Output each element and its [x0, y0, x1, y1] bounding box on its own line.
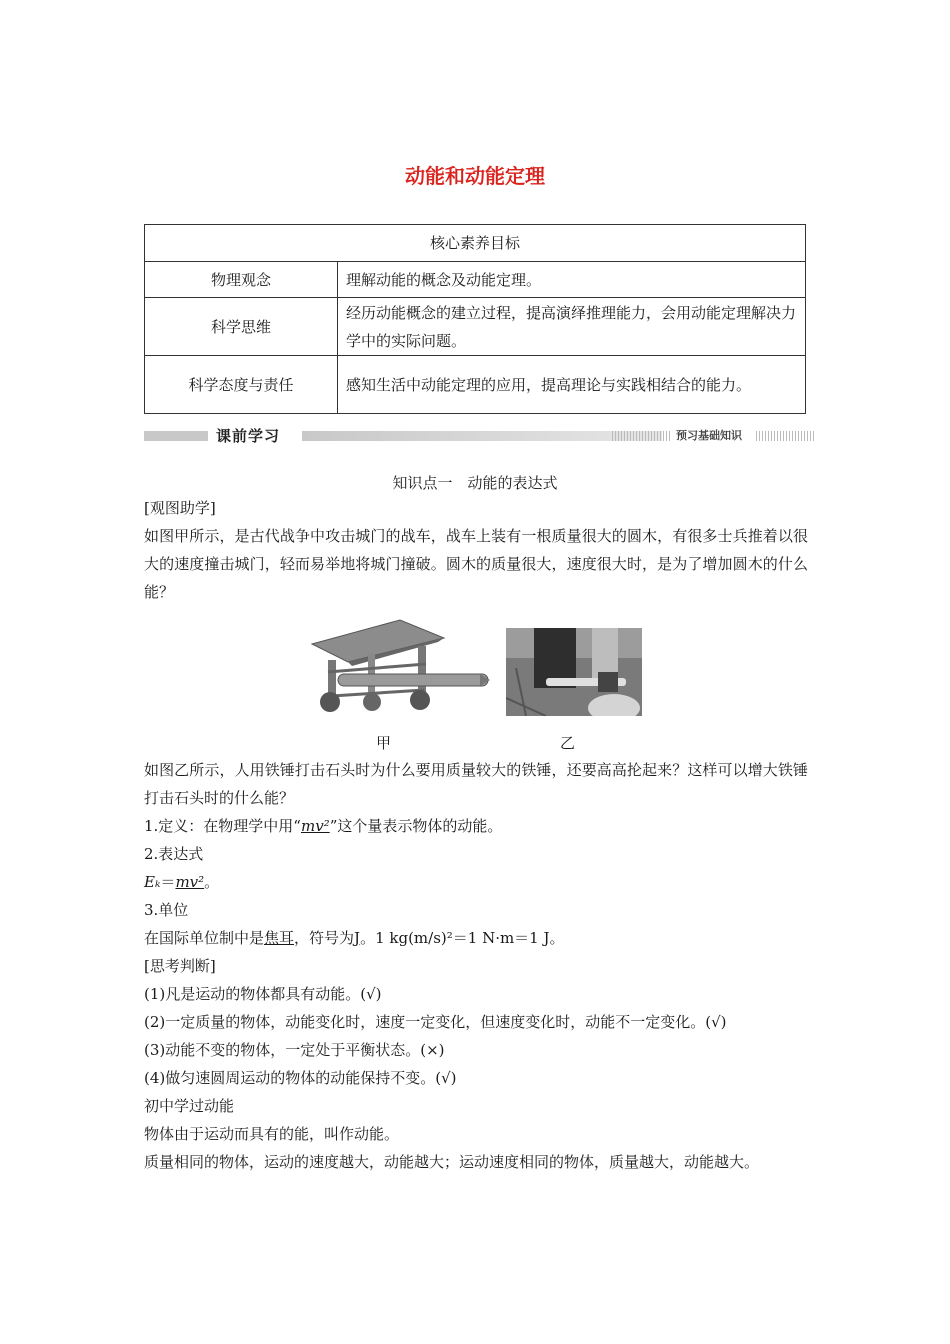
goals-category: 科学态度与责任: [145, 356, 338, 414]
expression-heading: 2.表达式: [144, 845, 204, 863]
recall-line-1: 物体由于运动而具有的能，叫作动能。: [144, 1125, 400, 1143]
section-banner: [144, 428, 814, 444]
goals-row: [145, 298, 806, 356]
definition-post: ”这个量表示物体的动能。: [329, 817, 503, 835]
recall-label: 初中学过动能: [144, 1097, 235, 1115]
recall-line-2: 质量相同的物体，运动的速度越大，动能越大；运动速度相同的物体，质量越大，动能越大。: [144, 1153, 760, 1171]
judge-item: (2)一定质量的物体，动能变化时，速度一定变化，但速度变化时，动能不一定变化。(√): [144, 1013, 727, 1031]
page-title: 动能和动能定理: [405, 164, 545, 188]
goals-table: [144, 224, 806, 414]
unit-heading: 3.单位: [144, 901, 189, 919]
figure-hammer-stone: [506, 628, 642, 716]
caption-a: 甲: [376, 734, 392, 752]
definition-pre: 1.定义：在物理学中用“: [144, 817, 301, 835]
goals-header: 核心素养目标: [145, 225, 806, 262]
goals-text: 感知生活中动能定理的应用，提高理论与实践相结合的能力。: [338, 356, 806, 414]
definition-expression: mv²: [300, 817, 330, 835]
judge-label: [思考判断]: [144, 957, 216, 975]
banner-label: 课前学习: [216, 427, 281, 445]
caption-b: 乙: [560, 734, 576, 752]
banner-bar-left: [144, 431, 208, 441]
guide-paragraph-2: 如图乙所示，人用铁锤打击石头时为什么要用质量较大的铁锤，还要高高抡起来？这样可以增大铁锤打击石头时的什么能？: [144, 761, 808, 807]
goals-text: 理解动能的概念及动能定理。: [338, 262, 806, 298]
banner-bar-right: [302, 431, 662, 441]
goals-category: 物理观念: [145, 262, 338, 298]
goals-header-row: [145, 225, 806, 262]
banner-subtitle: 预习基础知识: [676, 429, 742, 442]
judge-item: (4)做匀速圆周运动的物体的动能保持不变。(√): [144, 1069, 457, 1087]
formula-rhs: mv²: [175, 873, 205, 891]
goals-row: [145, 356, 806, 414]
unit-symbol: J: [354, 929, 361, 947]
section-title: 知识点一 动能的表达式: [392, 474, 558, 492]
hammer-stone-photo: [506, 628, 642, 716]
judge-item: (3)动能不变的物体，一定处于平衡状态。(×): [144, 1041, 445, 1059]
unit-post: 。1 kg(m/s)²＝1 N·m＝1 J。: [360, 929, 565, 947]
formula-end: 。: [204, 873, 220, 891]
guide-paragraph-1: 如图甲所示，是古代战争中攻击城门的战车，战车上装有一根质量很大的圆木，有很多士兵推着以很大的速度撞击城门，轻而易举地将城门撞破。圆木的质量很大，速度很大时，是为了增加圆木的什么能？: [144, 527, 808, 601]
formula-equals: ＝: [160, 873, 176, 891]
figure-battering-ram: [308, 612, 490, 714]
unit-pre: 在国际单位制中是: [144, 929, 265, 947]
judge-item: (1)凡是运动的物体都具有动能。(√): [144, 985, 382, 1003]
unit-name: 焦耳: [264, 929, 295, 947]
goals-row: [145, 262, 806, 298]
unit-line: [144, 924, 565, 952]
guide-label: [观图助学]: [144, 499, 216, 517]
formula-lhs: Eₖ: [144, 873, 161, 891]
unit-mid: ，符号为: [294, 929, 355, 947]
goals-category: 科学思维: [145, 298, 338, 356]
definition-line: [144, 812, 502, 840]
banner-stripes: [612, 431, 672, 441]
banner-stripes: [756, 431, 814, 441]
battering-ram-illustration: [308, 612, 490, 714]
goals-text: 经历动能概念的建立过程，提高演绎推理能力，会用动能定理解决力学中的实际问题。: [338, 298, 806, 356]
formula-line: [144, 868, 219, 896]
